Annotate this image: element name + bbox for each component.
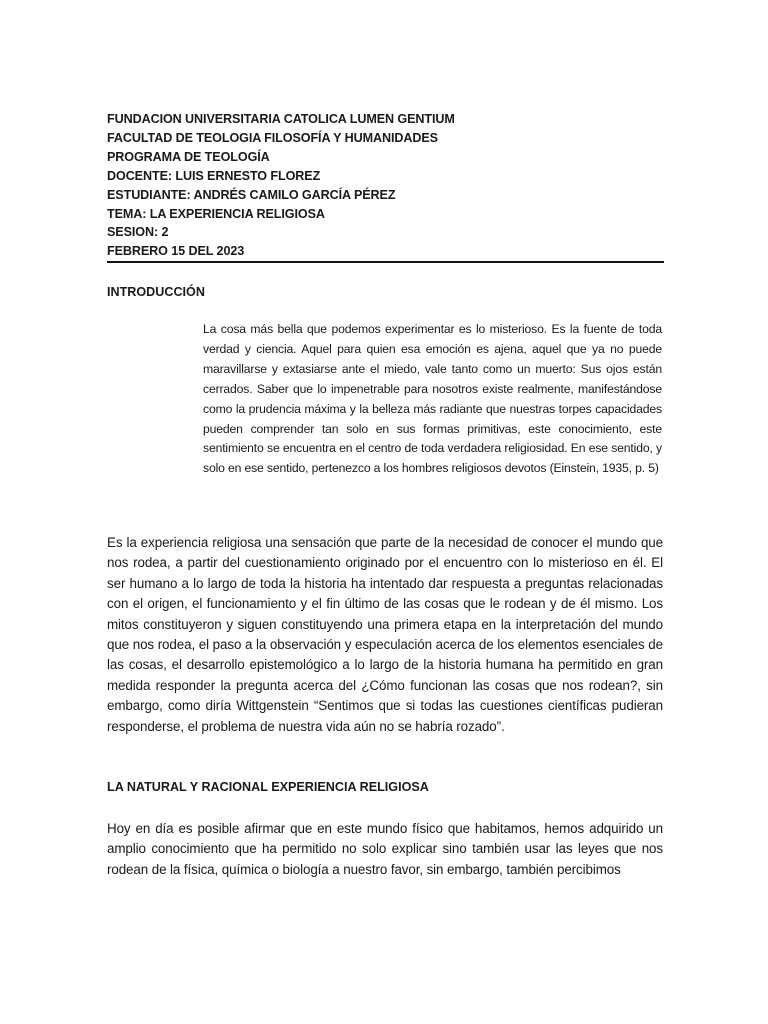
introduction-heading: INTRODUCCIÓN [107,285,205,299]
header-faculty: FACULTAD DE TEOLOGIA FILOSOFÍA Y HUMANIDADES [107,130,438,145]
header-divider [107,261,664,263]
header-topic: TEMA: LA EXPERIENCIA RELIGIOSA [107,206,325,221]
body-paragraph-2: Hoy en día es posible afirmar que en este mundo físico que habitamos, hemos adquirido un amplio conocimiento que ha permitido no solo explicar sino también usar las leyes que nos rodean de la física, química o biología a nuestro favor, sin embargo, también percibimos [107,821,663,877]
epigraph-quote: La cosa más bella que podemos experimentar es lo misterioso. Es la fuente de toda verdad y ciencia. Aquel para quien esa emoción es ajena, aquel que ya no puede maravillarse y extasiarse ante el miedo, vale tanto como un muerto: Sus ojos están cerrados. Saber que lo impenetrable para nosotros existe realmente, manifestándose como la prudencia máxima y la belleza más radiante que nuestras torpes capacidades pueden comprender tan solo en sus formas primitivas, este conocimiento, este sentimiento se encuentra en el centro de toda verdadera religiosidad. En ese sentido, y solo en ese sentido, pertenezco a los hombres religiosos devotos (Einstein, 1935, p. 5) [203,322,662,476]
document-header [107,110,663,261]
section-heading: LA NATURAL Y RACIONAL EXPERIENCIA RELIGIOSA [107,780,429,794]
header-institution: FUNDACION UNIVERSITARIA CATOLICA LUMEN GENTIUM [107,112,455,126]
header-session: SESION: 2 [107,225,169,240]
header-teacher: DOCENTE: LUIS ERNESTO FLOREZ [107,168,321,183]
header-date: FEBRERO 15 DEL 2023 [107,244,245,259]
header-student: ESTUDIANTE: ANDRÉS CAMILO GARCÍA PÉREZ [107,187,396,202]
body-paragraph-1: Es la experiencia religiosa una sensación que parte de la necesidad de conocer el mundo que nos rodea, a partir del cuestionamiento originado por el encuentro con lo misterioso en él. El ser humano a lo largo de toda la historia ha intentado dar respuesta a preguntas relacionadas con el origen, el funcionamiento y el fin último de las cosas que le rodean y de él mismo. Los mitos constituyeron y siguen constituyendo una primera etapa en la interpretación del mundo que nos rodea, el paso a la observación y especulación acerca de los elementos esenciales de las cosas, el desarrollo epistemológico a lo largo de la historia humana ha permitido en gran medida responder la pregunta acerca del ¿Cómo funcionan las cosas que nos rodean?, sin embargo, como diría Wittgenstein “Sentimos que si todas las cuestiones científicas pudieran responderse, el problema de nuestra vida aún no se habría rozado”. [107,535,663,734]
header-program: PROGRAMA DE TEOLOGÍA [107,149,270,164]
